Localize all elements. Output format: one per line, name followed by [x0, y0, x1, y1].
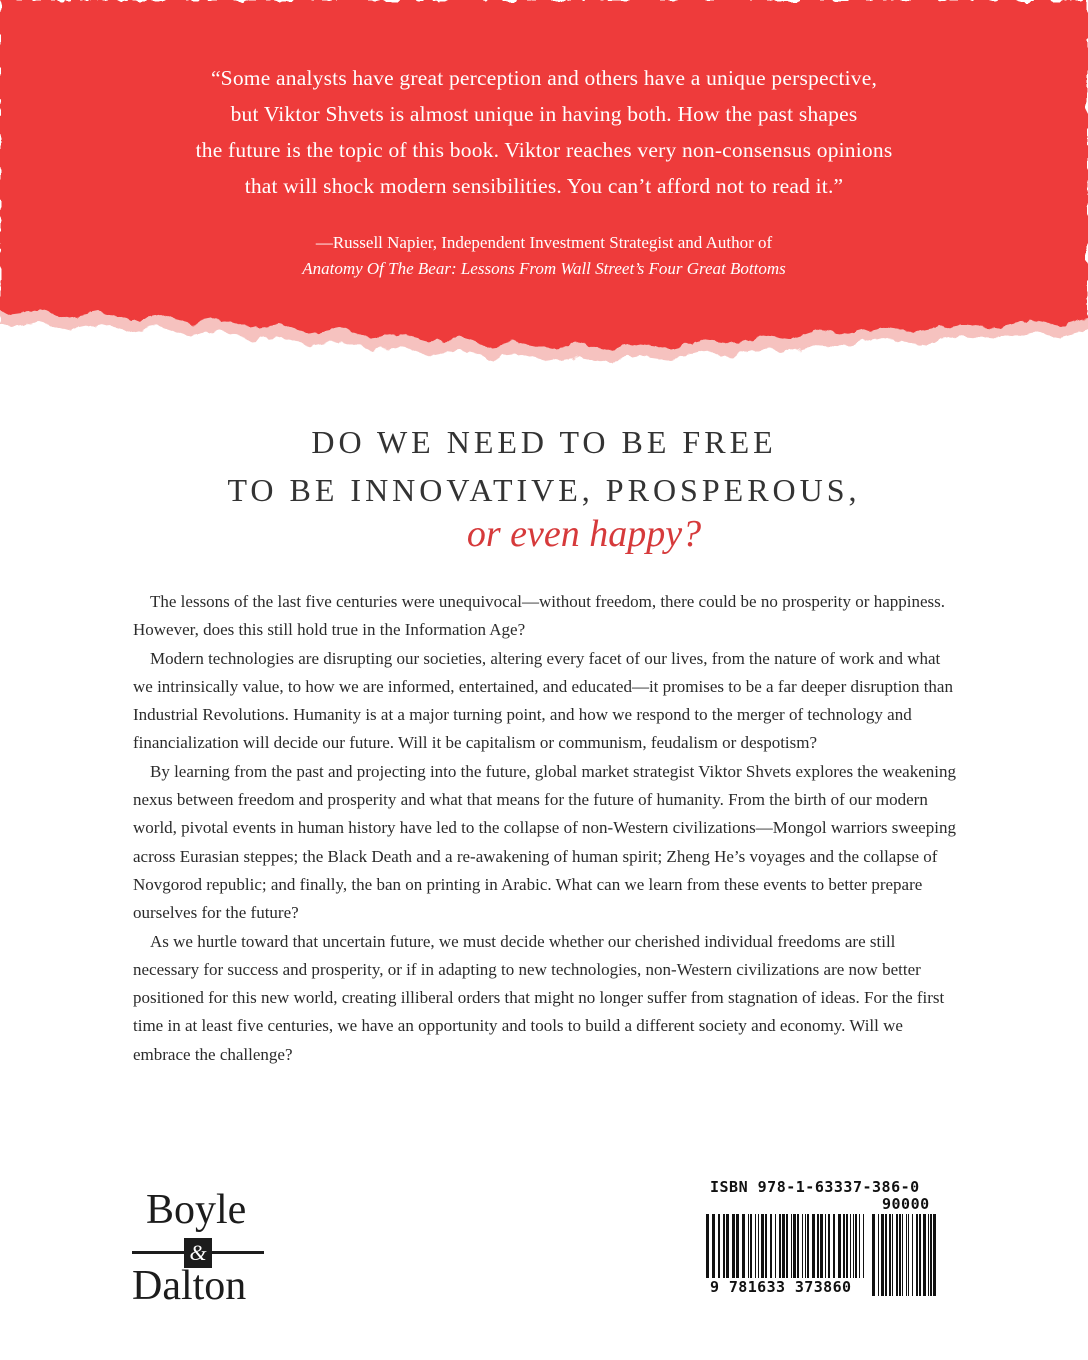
- barcode-bar: [797, 1214, 799, 1278]
- headline-line-1: DO WE NEED TO BE FREE: [311, 424, 777, 460]
- barcode-bar: [916, 1214, 918, 1296]
- barcode-bar: [723, 1214, 725, 1278]
- barcode-bar: [750, 1214, 752, 1278]
- barcode-bar: [855, 1214, 857, 1278]
- barcode-bar: [775, 1214, 776, 1278]
- headline-accent: or even happy?: [466, 513, 702, 555]
- barcode-bar: [872, 1214, 875, 1296]
- barcode-bar: [761, 1214, 764, 1278]
- quote-attribution: [120, 230, 968, 282]
- barcode-bar: [846, 1214, 848, 1278]
- barcode-bar: [933, 1214, 936, 1296]
- logo-dalton: Dalton: [132, 1263, 247, 1309]
- barcode-bar: [726, 1214, 729, 1278]
- barcode-bar: [802, 1214, 803, 1278]
- barcode-bar: [853, 1214, 854, 1278]
- barcode-bar: [843, 1214, 845, 1278]
- barcode-bar: [859, 1214, 860, 1278]
- barcode-bar: [838, 1214, 841, 1278]
- barcode-bar: [908, 1214, 909, 1296]
- barcode-bar: [748, 1214, 749, 1278]
- barcode-bar: [896, 1214, 898, 1296]
- barcode-bar: [755, 1214, 756, 1278]
- barcode-bar: [906, 1214, 907, 1296]
- barcode-bar: [718, 1214, 720, 1278]
- headline: [0, 418, 1088, 558]
- barcode-bar: [786, 1214, 788, 1278]
- barcode-bar: [706, 1214, 709, 1278]
- attribution-book-title: Anatomy Of The Bear: Lessons From Wall Street’s Four Great Bottoms: [302, 259, 786, 278]
- isbn-barcode: [706, 1178, 942, 1298]
- endorsement-quote: [120, 60, 968, 204]
- barcode-bar: [881, 1214, 884, 1296]
- barcode-bar: [765, 1214, 767, 1278]
- blurb-paragraph: The lessons of the last five centuries were unequivocal—without freedom, there could be no prosperity or happiness. However, does this still hold true in the Information Age?: [133, 592, 945, 640]
- blurb-body: [133, 588, 959, 1069]
- barcode-bar: [732, 1214, 735, 1278]
- price-addon-code: 90000: [882, 1195, 930, 1213]
- attribution-author: —Russell Napier, Independent Investment Strategist and Author of: [315, 233, 773, 252]
- barcode-bar: [878, 1214, 879, 1296]
- quote-line: the future is the topic of this book. Viktor reaches very non-consensus opinions: [195, 138, 893, 162]
- logo-ampersand: &: [184, 1238, 212, 1268]
- quote-line: “Some analysts have great perception and others have a unique perspective,: [210, 66, 878, 90]
- quote-line: but Viktor Shvets is almost unique in having both. How the past shapes: [230, 102, 858, 126]
- barcode-bar: [928, 1214, 929, 1296]
- addon-barcode-bars: [872, 1214, 940, 1296]
- barcode-bar: [782, 1214, 785, 1278]
- barcode-bar: [791, 1214, 792, 1278]
- barcode-bar: [885, 1214, 887, 1296]
- barcode-bar: [828, 1214, 830, 1278]
- barcode-bar: [779, 1214, 781, 1278]
- logo-boyle: Boyle: [146, 1187, 247, 1233]
- ean-digits: 9 781633 373860: [710, 1278, 852, 1296]
- barcode-bar: [912, 1214, 913, 1296]
- barcode-bar: [820, 1214, 823, 1278]
- barcode-bar: [930, 1214, 932, 1296]
- barcode-bar: [758, 1214, 759, 1278]
- barcode-bar: [919, 1214, 921, 1296]
- barcode-bar: [805, 1214, 806, 1278]
- barcode-bar: [825, 1214, 826, 1278]
- barcode-bar: [892, 1214, 893, 1296]
- barcode-bar: [863, 1214, 864, 1278]
- barcode-bar: [712, 1214, 715, 1278]
- blurb-paragraph: By learning from the past and projecting into the future, global market strategist Viktor Shvets explores the weakening nexus between freedom and prosperity and what that means for the future of humanity. From the birth of our modern world, pivotal events in human history have led to the collapse of non-Western civilizations—Mongol warriors sweeping across Eurasian steppes; the Black Death and a re-awakening of human spirit; Zheng He’s voyages and the collapse of Novgorod republic; and finally, the ban on printing in Arabic. What can we learn from these events to better prepare ourselves for the future?: [133, 761, 956, 923]
- barcode-bar: [817, 1214, 819, 1278]
- headline-line-2: TO BE INNOVATIVE, PROSPEROUS,: [227, 472, 861, 508]
- blurb-paragraph: Modern technologies are disrupting our societies, altering every facet of our lives, from the nature of work and what we intrinsically value, to how we are informed, entertained, and educated—it promises to be a far deeper disruption than Industrial Revolutions. Humanity is at a major turning point, and how we respond to the merger of technology and financialization will decide our future. Will it be capitalism or communism, feudalism or despotism?: [133, 648, 953, 753]
- barcode-bar: [770, 1214, 772, 1278]
- barcode-bar: [889, 1214, 891, 1296]
- barcode-bar: [793, 1214, 796, 1278]
- blurb-paragraph: As we hurtle toward that uncertain future, we must decide whether our cherished individual freedoms are still necessary for success and prosperity, or if in adapting to new technologies, non-Western civilizations are now better positioned for this new world, creating illiberal orders that might no longer suffer from stagnation of ideas. For the first time in at least five centuries, we have an opportunity and tools to build a different society and economy. Will we embrace the challenge?: [133, 931, 945, 1064]
- publisher-logo: [132, 1186, 264, 1316]
- isbn-label: ISBN 978-1-63337-386-0: [710, 1178, 920, 1196]
- barcode-bar: [923, 1214, 926, 1296]
- barcode-bar: [899, 1214, 901, 1296]
- barcode-bar: [736, 1214, 739, 1278]
- barcode-bar: [807, 1214, 809, 1278]
- barcode-bar: [850, 1214, 851, 1278]
- ean-barcode-bars: [706, 1214, 866, 1278]
- quote-line: that will shock modern sensibilities. You can’t afford not to read it.”: [244, 174, 844, 198]
- barcode-bar: [812, 1214, 815, 1278]
- barcode-bar: [833, 1214, 835, 1278]
- barcode-bar: [902, 1214, 903, 1296]
- barcode-bar: [742, 1214, 745, 1278]
